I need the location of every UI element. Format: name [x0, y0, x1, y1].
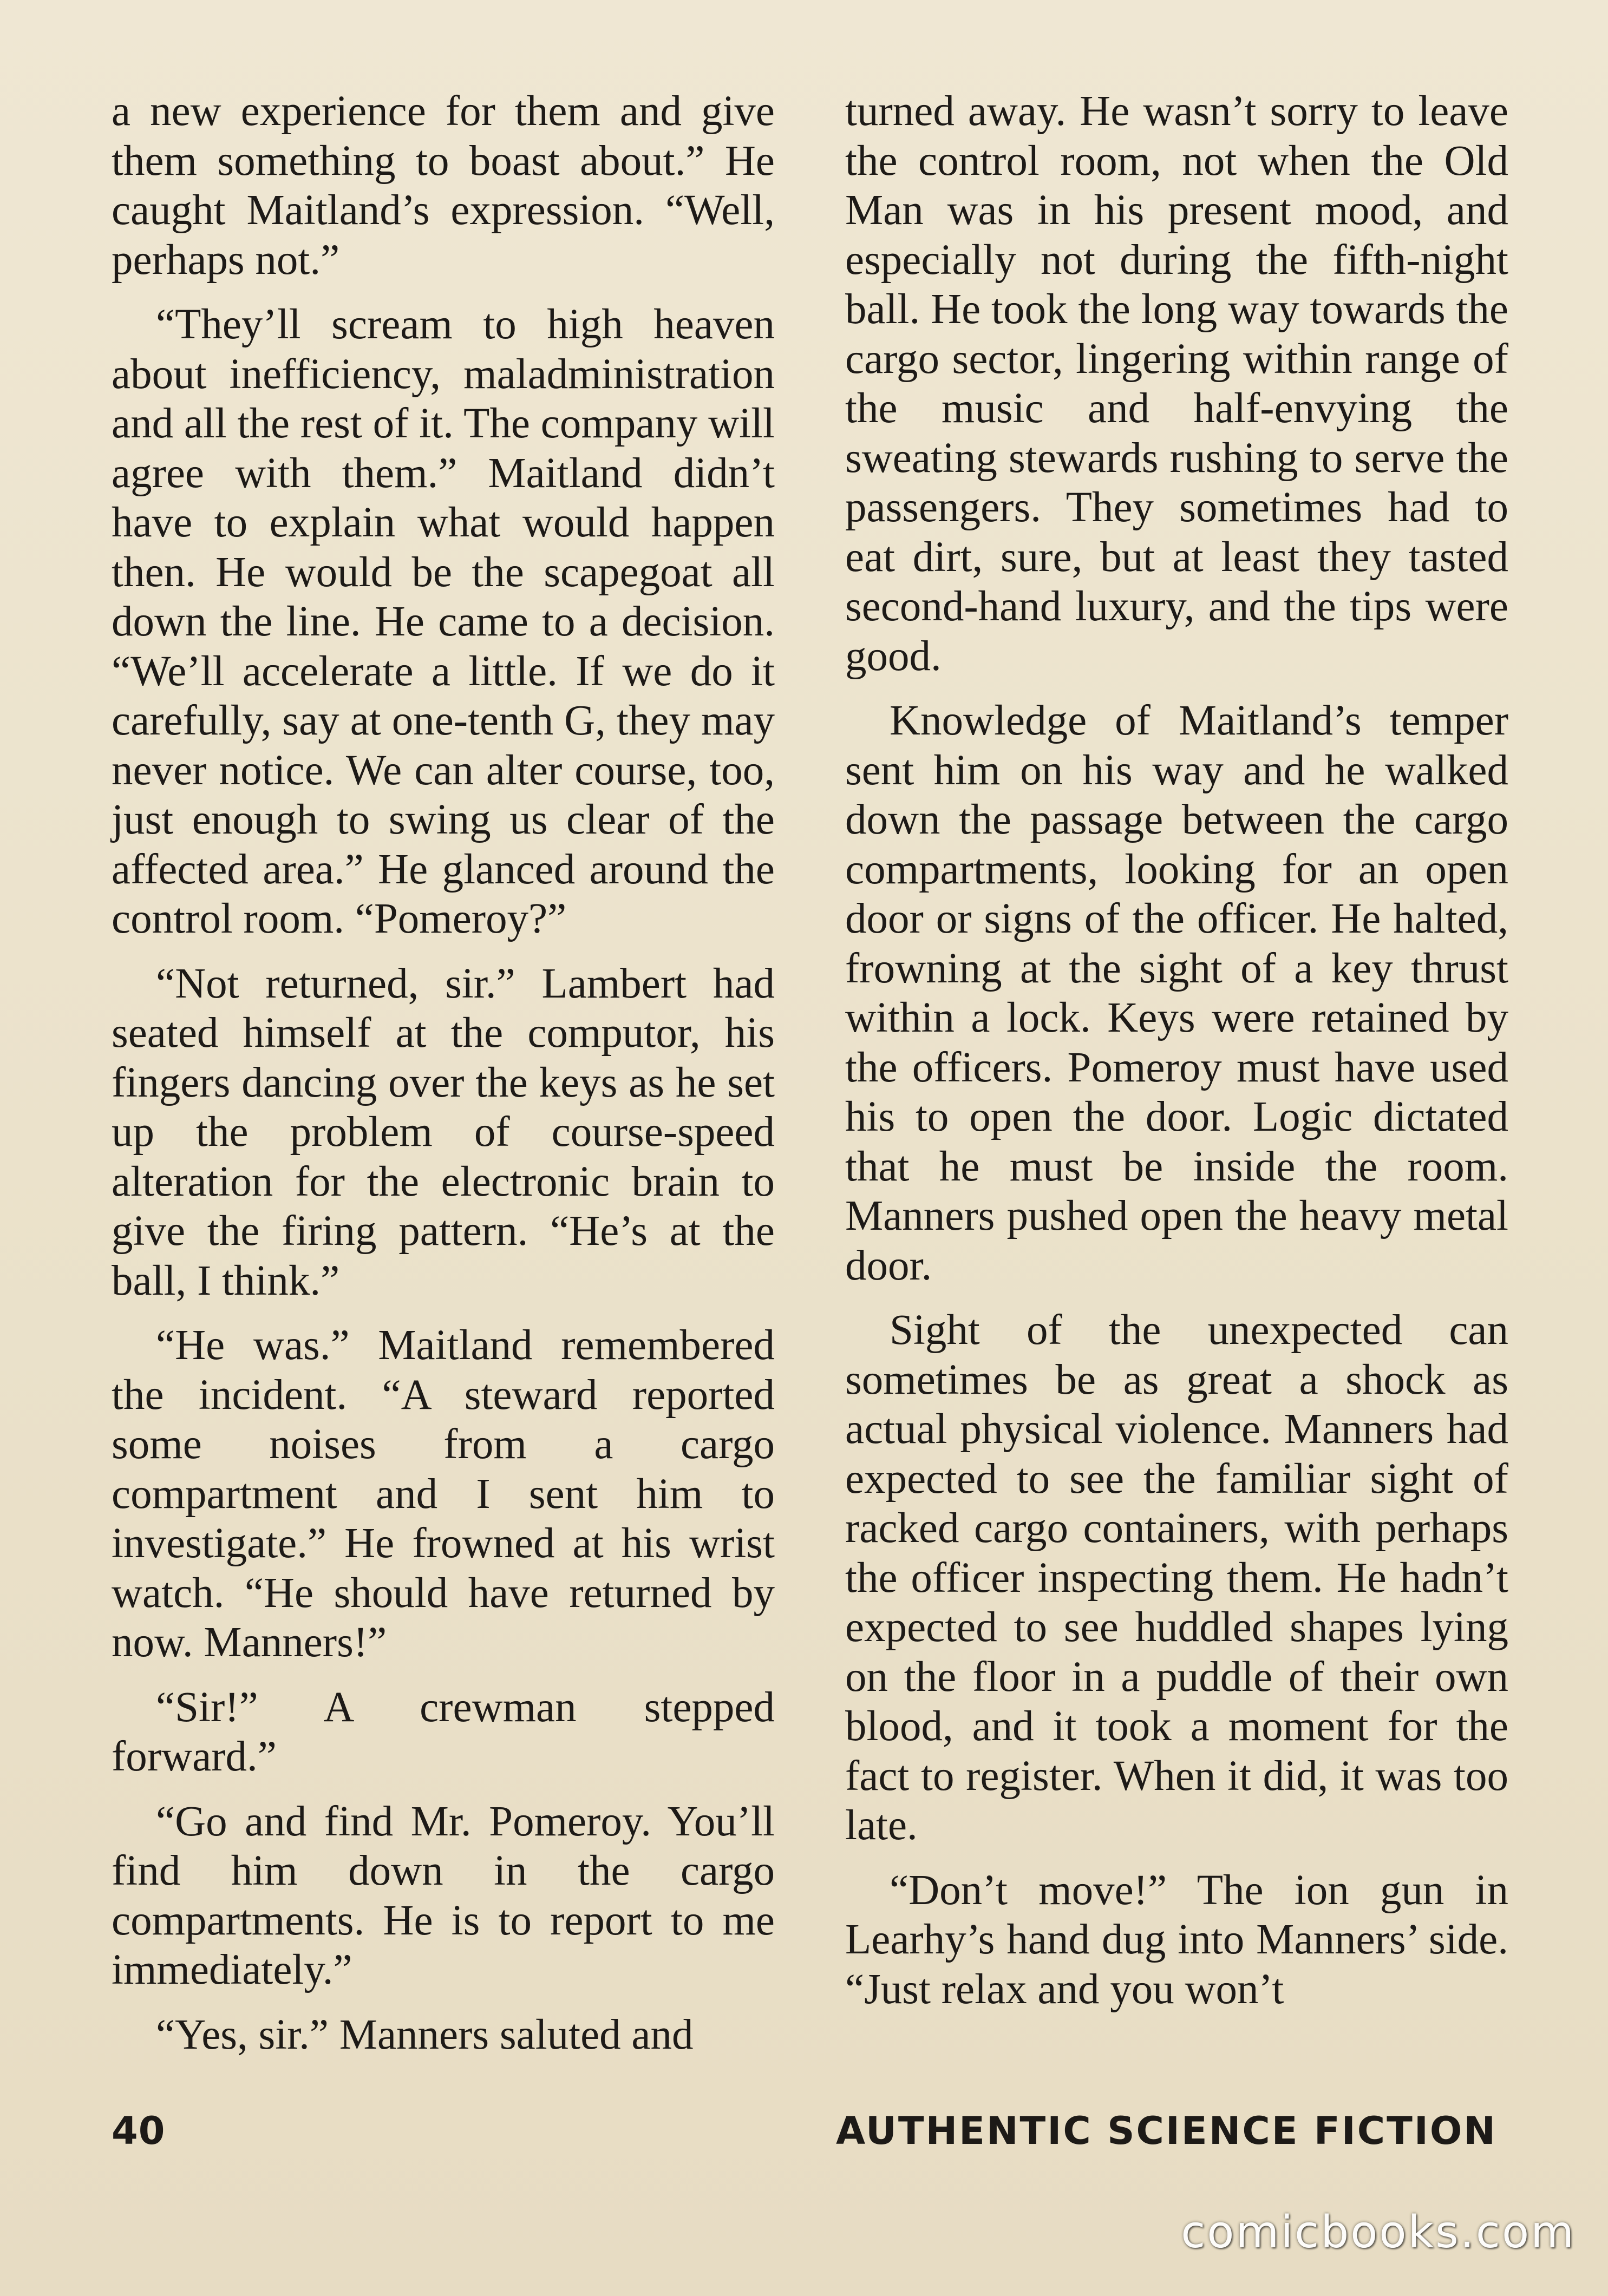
paragraph: Sight of the unexpected can sometimes be as great a shock as actual physical violence. Manners had expected to see the familiar sight of racked cargo containers, with perhaps the officer inspecting them. He hadn’t expected to see huddled shapes lying on the floor in a puddle of their own blood, and it took a moment for the fact to register. When it did, it was too late.	[845, 1307, 1508, 1849]
running-title: AUTHENTIC SCIENCE FICTION	[835, 2109, 1497, 2153]
paragraph: “Yes, sir.” Manners saluted and	[156, 2011, 694, 2058]
paragraph: a new experience for them and give them something to boast about.” He caught Maitland’s expression. “Well, perhaps not.”	[112, 88, 775, 284]
site-watermark: comicbooks.com	[1181, 2207, 1576, 2258]
paragraph: “Go and find Mr. Pomeroy. You’ll find him down in the cargo compartments. He is to report to me immediately.”	[112, 1798, 775, 1993]
paragraph: “Not returned, sir.” Lambert had seated himself at the computor, his fingers dancing over the keys as he set up the problem of course-speed alteration for the electronic brain to give the firing pattern. “He’s at the ball, I think.”	[112, 960, 775, 1304]
paragraph: “They’ll scream to high heaven about inefficiency, maladministration and all the rest of it. The company will agree with them.” Maitland didn’t have to explain what would happen then. He would be the scapegoat all down the line. He came to a decision. “We’ll accelerate a little. If we do it carefully, say at one-tenth G, they may never notice. We can alter course, too, just enough to swing us clear of the affected area.” He glanced around the control room. “Pomeroy?”	[112, 301, 775, 942]
left-text-column	[112, 87, 775, 2075]
paragraph: turned away. He wasn’t sorry to leave the control room, not when the Old Man was in his present mood, and especially not during the fifth-night ball. He took the long way towards the cargo sector, lingering within range of the music and half-envying the sweating stewards rushing to serve the passengers. They sometimes had to eat dirt, sure, but at least they tasted second-hand luxury, and the tips were good.	[845, 88, 1508, 680]
paragraph: “He was.” Maitland remembered the incident. “A steward reported some noises from a cargo compartment and I sent him to investigate.” He frowned at his wrist watch. “He should have returned by now. Manners!”	[112, 1322, 775, 1666]
page-number: 40	[112, 2109, 166, 2153]
paragraph: Knowledge of Maitland’s temper sent him on his way and he walked down the passage between the cargo compartments, looking for an open door or signs of the officer. He halted, frowning at the sight of a key thrust within a lock. Keys were retained by the officers. Pomeroy must have used his to open the door. Logic dictated that he must be inside the room. Manners pushed open the heavy metal door.	[845, 697, 1508, 1289]
right-text-column	[845, 87, 1508, 2029]
paragraph: “Sir!” A crewman stepped forward.”	[112, 1683, 775, 1780]
paragraph: “Don’t move!” The ion gun in Learhy’s hand dug into Manners’ side. “Just relax and you won’t	[845, 1866, 1508, 2013]
